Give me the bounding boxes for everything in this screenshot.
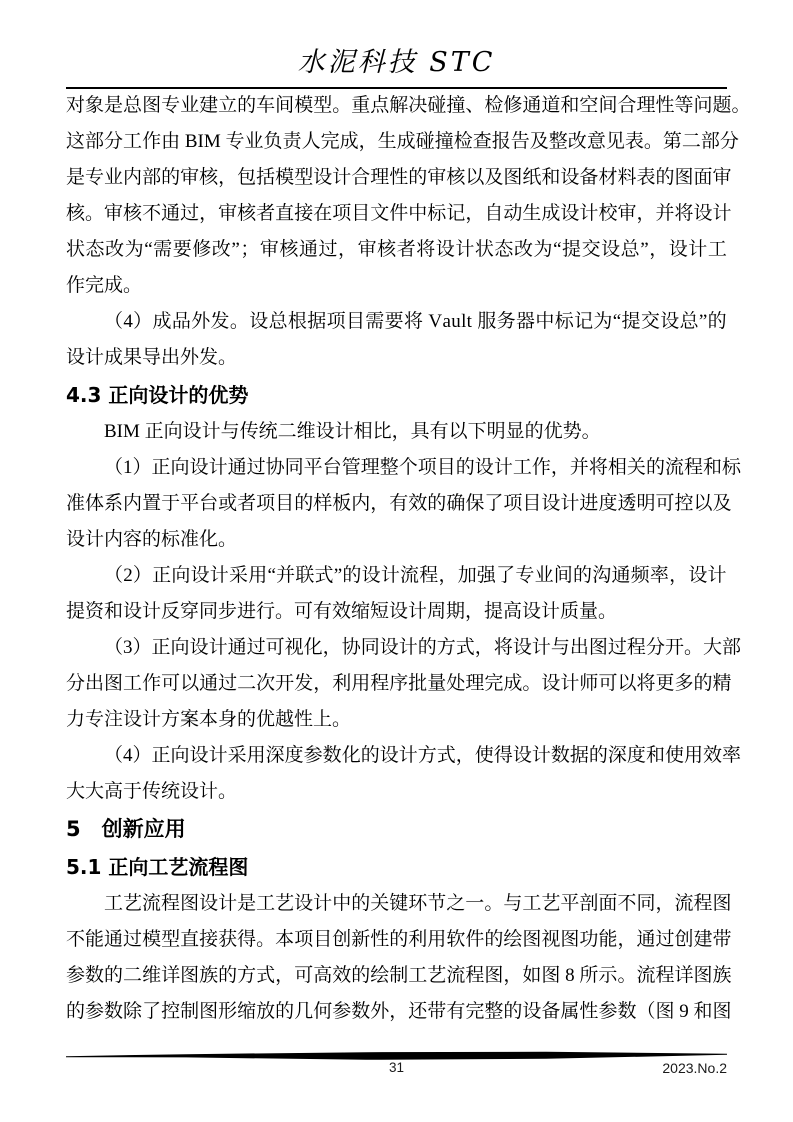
paragraph bbox=[66, 630, 742, 738]
text-line: 分 出 图 工 作 可 以 通 过 二 次 开 发 ， 利 用 程 序 批 量 处 理 完 成 。 设 计 师 可 以 将 更 多 的 精 bbox=[66, 673, 732, 694]
paragraph bbox=[66, 450, 742, 558]
text-line: （ 2 ） 正 向 设 计 采 用 “ 并 联 式 ” 的 设 计 流 程 ， 加 强 了 专 业 间 的 沟 通 频 率 ， 设 计 bbox=[104, 565, 727, 586]
paragraph bbox=[66, 414, 727, 450]
text-line: 力专注设计方案本身的优越性上。 bbox=[66, 709, 352, 730]
text-line: 设计成果导出外发。 bbox=[66, 347, 238, 368]
text-line: （ 3 ） 正 向 设 计 通 过 可 视 化 ， 协 同 设 计 的 方 式 ， 将 设 计 与 出 图 过 程 分 开 。 大 部 bbox=[104, 637, 742, 658]
text-line: 核 。 审 核 不 通 过 ， 审 核 者 直 接 在 项 目 文 件 中 标 记 ， 自 动 生 成 设 计 校 审 ， 并 将 设 计 bbox=[66, 203, 732, 224]
footer bbox=[66, 1060, 727, 1080]
text-line: （ 1 ） 正 向 设 计 通 过 协 同 平 台 管 理 整 个 项 目 的 设 计 工 作 ， 并 将 相 关 的 流 程 和 标 bbox=[104, 457, 742, 478]
section-heading: 4.3 正向设计的优势 bbox=[66, 383, 249, 407]
text-line: 这 部 分 工 作 由 B I M 专 业 负 责 人 完 成 ， 生 成 碰 撞 检 查 报 告 及 整 改 意 见 表 。 第 二 部 分 bbox=[66, 131, 739, 152]
text-line: 设计内容的标准化。 bbox=[66, 529, 238, 550]
text-line: 工 艺 流 程 图 设 计 是 工 艺 设 计 中 的 关 键 环 节 之 一 。 与 工 艺 平 剖 面 不 同 ， 流 程 图 bbox=[104, 893, 732, 914]
issue-number: 2023.No.2 bbox=[662, 1060, 727, 1076]
text-line: 对 象 是 总 图 专 业 建 立 的 车 间 模 型 。 重 点 解 决 碰 撞 、 检 修 通 道 和 空 间 合 理 性 等 问 题 。 bbox=[66, 95, 751, 116]
text-line: （ 4 ） 正 向 设 计 采 用 深 度 参 数 化 的 设 计 方 式 ， 使 得 设 计 数 据 的 深 度 和 使 用 效 率 bbox=[104, 745, 742, 766]
section-heading: 5 创新应用 bbox=[66, 817, 186, 841]
text-line: 准 体 系 内 置 于 平 台 或 者 项 目 的 样 板 内 ， 有 效 的 确 保 了 项 目 设 计 进 度 透 明 可 控 以 及 bbox=[66, 493, 732, 514]
paragraph bbox=[66, 304, 727, 376]
text-line: 大大高于传统设计。 bbox=[66, 781, 238, 802]
text-line: 不 能 通 过 模 型 直 接 获 得 。 本 项 目 创 新 性 的 利 用 软 件 的 绘 图 视 图 功 能 ， 通 过 创 建 带 bbox=[66, 929, 732, 950]
text-line: 参 数 的 二 维 详 图 族 的 方 式 ， 可 高 效 的 绘 制 工 艺 流 程 图 ， 如 图 8 所 示 。 流 程 详 图 族 bbox=[66, 965, 732, 986]
paragraph bbox=[66, 88, 751, 304]
text-line: BIM 正向设计与传统二维设计相比，具有以下明显的优势。 bbox=[104, 421, 601, 442]
text-line: 作完成。 bbox=[66, 275, 143, 296]
text-line: （ 4 ） 成 品 外 发 。 设 总 根 据 项 目 需 要 将 V a u l t 服 务 器 中 标 记 为 “ 提 交 设 总 ” 的 bbox=[104, 311, 727, 332]
paragraph bbox=[66, 886, 732, 1030]
content-area bbox=[66, 88, 751, 1030]
paragraph bbox=[66, 738, 742, 810]
section-heading: 5.1 正向工艺流程图 bbox=[66, 855, 249, 879]
journal-title: 水泥科技 STC bbox=[297, 47, 496, 78]
text-line: 提资和设计反穿同步进行。可有效缩短设计周期，提高设计质量。 bbox=[66, 601, 618, 622]
text-line: 状 态 改 为 “ 需 要 修 改 ” ； 审 核 通 过 ， 审 核 者 将 设 计 状 态 改 为 “ 提 交 设 总 ” ， 设 计 工 bbox=[66, 239, 727, 260]
paragraph bbox=[66, 558, 727, 630]
text-line: 的 参 数 除 了 控 制 图 形 缩 放 的 几 何 参 数 外 ， 还 带 有 完 整 的 设 备 属 性 参 数 （ 图 9 和 图 bbox=[66, 1001, 732, 1022]
page-number: 31 bbox=[388, 1060, 405, 1075]
text-line: 是 专 业 内 部 的 审 核 ， 包 括 模 型 设 计 合 理 性 的 审 核 以 及 图 纸 和 设 备 材 料 表 的 图 面 审 bbox=[66, 167, 732, 188]
